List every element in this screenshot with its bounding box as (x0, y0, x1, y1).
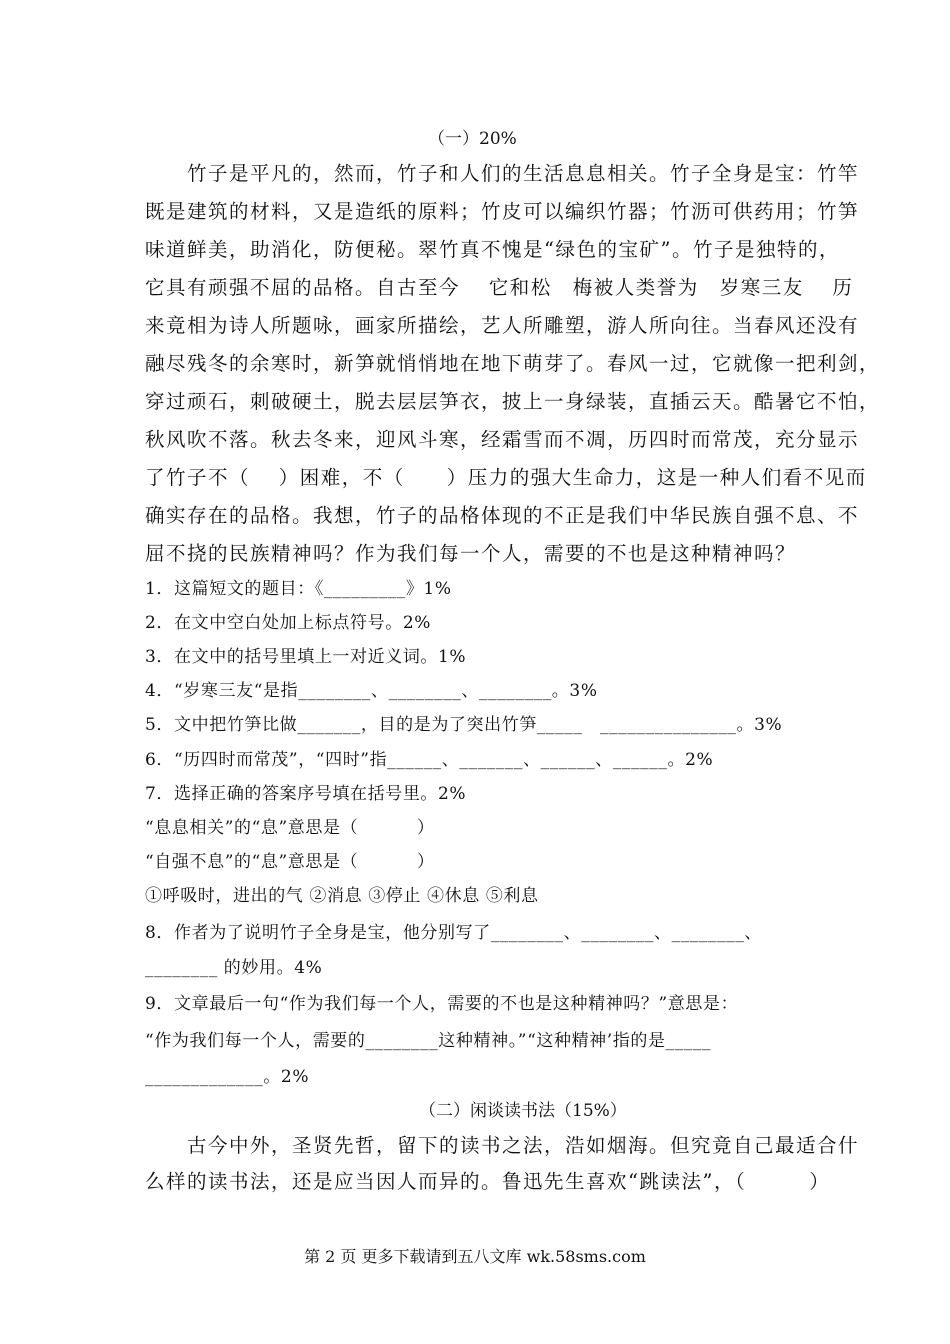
question-7-options: ①呼吸时，进出的气 ②消息 ③停止 ④休息 ⑤利息 (145, 886, 539, 906)
question-6: 6．“历四时而常茂”，“四时”指______、_______、______、______。2% (145, 750, 714, 770)
question-9-end: _____________。2% (145, 1067, 310, 1087)
question-8: 8．作者为了说明竹子全身是宝，他分别写了________、________、________、 (145, 923, 763, 943)
passage-line: 味道鲜美，助消化，防便秘。翠竹真不愧是“绿色的宝矿”。竹子是独特的， (145, 238, 840, 261)
question-9-continued: “作为我们每一个人，需要的________这种精神。”“这种精神’指的是_____ (145, 1031, 712, 1051)
passage-line: 了竹子不（ ）困难，不（ ）压力的强大生命力，这是一种人们看不见而 (145, 466, 867, 489)
section-1-heading: （一）20% (428, 129, 517, 149)
question-1: 1．这篇短文的题目：《_________》1% (145, 579, 452, 599)
passage-line: 秋风吹不落。秋去冬来，迎风斗寒，经霜雪而不凋，历四时而常茂，充分显示 (145, 428, 860, 451)
page-footer: 第 2 页 更多下载请到五八文库 wk.58sms.com (304, 1247, 646, 1266)
passage-line: 竹子是平凡的，然而，竹子和人们的生活息息相关。竹子全身是宝：竹竿 (145, 162, 860, 185)
question-7-item-b: “自强不息”的“息”意思是（ ） (145, 852, 435, 872)
passage-line: 融尽残冬的余寒时，新笋就悄悄地在地下萌芽了。春风一过，它就像一把利剑， (145, 352, 881, 375)
question-7-item-a: “息息相关”的“息”意思是（ ） (145, 818, 435, 838)
passage-line: 古今中外，圣贤先哲，留下的读书之法，浩如烟海。但究竟自己最适合什 (145, 1134, 860, 1157)
passage-line: 屈不挠的民族精神吗？作为我们每一个人，需要的不也是这种精神吗？ (145, 542, 797, 565)
section-2-heading: （二）闲谈读书法（15%） (419, 1101, 627, 1121)
passage-line: 来竟相为诗人所题咏，画家所描绘，艺人所雕塑，游人所向往。当春风还没有 (145, 314, 860, 337)
question-5: 5．文中把竹笋比做_______，目的是为了突出竹笋_____ _______________。3% (145, 715, 783, 735)
question-8-continued: ________ 的妙用。4% (145, 958, 323, 978)
passage-line: 既是建筑的材料，又是造纸的原料；竹皮可以编织竹器；竹沥可供药用；竹笋 (145, 200, 860, 223)
question-9: 9．文章最后一句“作为我们每一个人，需要的不也是这种精神吗？”意思是： (145, 994, 739, 1014)
passage-line: 确实存在的品格。我想，竹子的品格体现的不正是我们中华民族自强不息、不 (145, 504, 860, 527)
passage-line: 么样的读书法，还是应当因人而异的。鲁迅先生喜欢“跳读法”，（ ） (145, 1170, 831, 1193)
passage-line: 穿过顽石，刺破硬土，脱去层层笋衣，披上一身绿装，直插云天。酷暑它不怕， (145, 390, 881, 413)
question-3: 3．在文中的括号里填上一对近义词。1% (145, 647, 467, 667)
question-4: 4．“岁寒三友“是指________、________、________。3% (145, 681, 598, 701)
passage-line: 它具有顽强不屈的品格。自古至今 它和松 梅被人类誉为 岁寒三友 历 (145, 276, 854, 299)
question-7: 7．选择正确的答案序号填在括号里。2% (145, 784, 467, 804)
question-2: 2．在文中空白处加上标点符号。2% (145, 613, 431, 633)
